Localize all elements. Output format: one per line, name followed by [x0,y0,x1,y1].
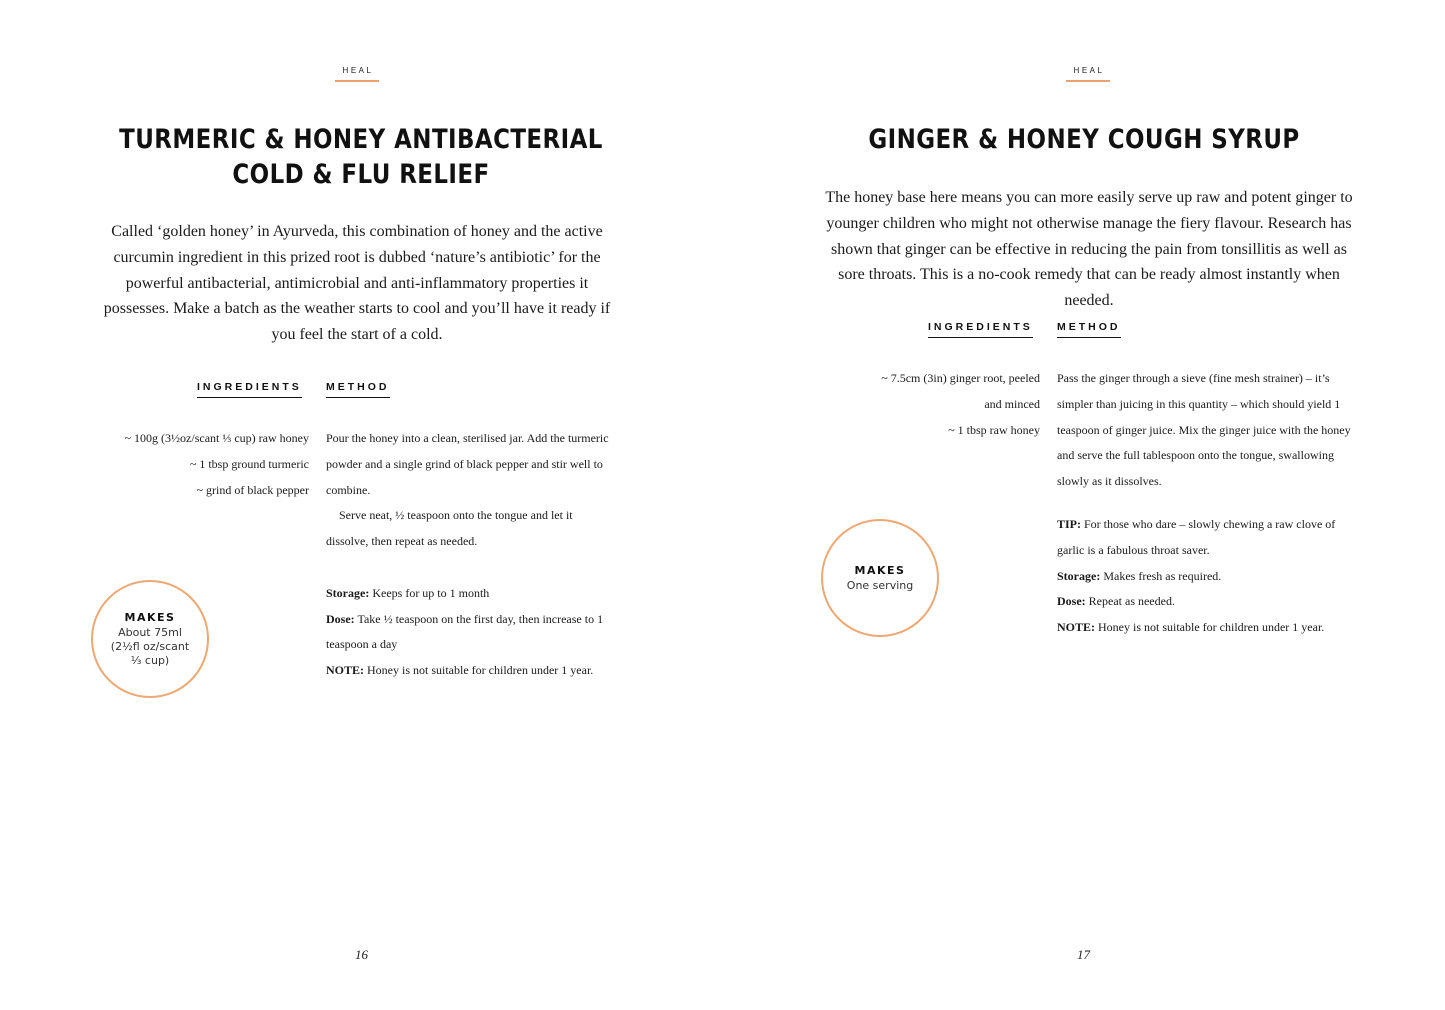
note-label: NOTE: [1057,620,1096,635]
recipe-title-line-1: TURMERIC & HONEY ANTIBACTERIAL [119,124,603,155]
makes-label: MAKES [124,610,176,624]
page-number: 16 [355,947,368,962]
dose-line [326,607,616,659]
tip-label: TIP: [1057,516,1081,531]
method-paragraph: Pass the ginger through a sieve (fine mesh strainer) – it’s simpler than juicing in this quantity – which should yield 1 teaspoon of ginger juice. Mix the ginger juice with the honey and serve the full tablespoon onto the tongue, swallowing slowly as it dissolves. [1057,371,1351,489]
recipe-title-line-2: COLD & FLU RELIEF [232,159,490,190]
storage-label: Storage: [1057,568,1101,583]
method-text [1057,366,1351,641]
makes-value: One serving [846,578,914,592]
dose-text: Repeat as needed. [1085,594,1175,609]
dose-label: Dose: [326,611,355,626]
storage-label: Storage: [326,585,370,600]
note-label: NOTE: [326,663,365,678]
note-text: Honey is not suitable for children under 1 year. [1095,620,1325,635]
recipe-title [54,122,668,192]
note-line [1057,615,1351,641]
storage-text: Keeps for up to 1 month [369,585,490,600]
recipe-intro: The honey base here means you can more easily serve up raw and potent ginger to younger children who might not otherwise manage the fiery flavour. Research has shown that ginger can be effective in reducing the pain from tonsillitis as well as sore throats. This is a no-cook remedy that can be ready almost instantly when needed. [825,189,1353,310]
dose-line [1057,589,1351,615]
method-heading: METHOD [326,381,390,398]
storage-line [326,581,616,607]
section-label: HEAL [1073,66,1105,75]
dose-label: Dose: [1057,594,1086,609]
page-number: 17 [1077,947,1090,962]
makes-value: About 75ml (2½fl oz/scant ⅓ cup) [110,625,190,667]
ingredient-item: ~ grind of black pepper [196,482,309,497]
ingredient-item: ~ 1 tbsp raw honey [948,422,1040,437]
ingredients-heading: INGREDIENTS [928,321,1033,338]
ingredients-list [90,426,309,503]
left-page [0,0,722,1010]
method-text [326,426,616,684]
ingredients-heading: INGREDIENTS [197,381,302,398]
makes-badge [91,580,209,698]
recipe-title [777,122,1391,157]
section-underline [335,80,379,82]
tip-line [1057,512,1351,564]
ingredient-item: ~ 100g (3½oz/scant ⅓ cup) raw honey [124,431,309,445]
method-paragraph: Serve neat, ½ teaspoon onto the tongue and let it dissolve, then repeat as needed. [326,508,573,549]
storage-text: Makes fresh as required. [1100,568,1222,583]
method-paragraph: Pour the honey into a clean, sterilised jar. Add the turmeric powder and a single grind of black pepper and stir well to combine. [326,431,609,497]
ingredients-list [820,366,1040,443]
ingredient-item: and minced [984,396,1040,411]
note-line [326,658,616,684]
ingredient-item: ~ 1 tbsp ground turmeric [189,456,309,471]
dose-text: Take ½ teaspoon on the first day, then increase to 1 teaspoon a day [326,611,604,652]
makes-label: MAKES [854,563,906,577]
tip-text: For those who dare – slowly chewing a raw clove of garlic is a fabulous throat saver. [1057,516,1336,557]
makes-badge [821,519,939,637]
recipe-title-line-1: GINGER & HONEY COUGH SYRUP [868,124,1300,155]
right-page [723,0,1445,1010]
ingredient-item: ~ 7.5cm (3in) ginger root, peeled [881,371,1040,385]
section-label: HEAL [342,66,374,75]
section-underline [1066,80,1110,82]
note-text: Honey is not suitable for children under 1 year. [364,663,594,678]
method-heading: METHOD [1057,321,1121,338]
storage-line [1057,564,1351,590]
recipe-intro: Called ‘golden honey’ in Ayurveda, this combination of honey and the active curcumin ingredient in this prized root is dubbed ‘nature’s antibiotic’ for the powerful antibacterial, antimicrobial and anti-inflammatory properties it possesses. Make a batch as the weather starts to cool and you’ll have it ready if you feel the start of a cold. [103,223,611,344]
